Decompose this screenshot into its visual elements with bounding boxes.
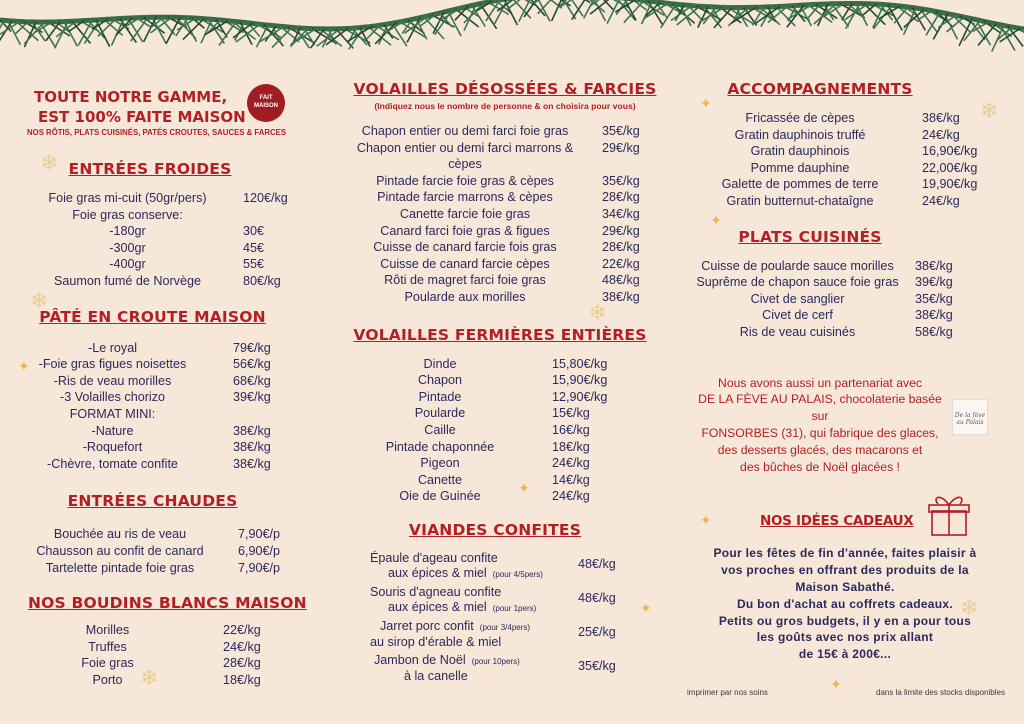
menu-item — [340, 189, 670, 206]
item-price: 7,90€/p — [238, 560, 281, 575]
item-name: Ris de veau cuisinés — [739, 324, 856, 339]
item-price — [235, 207, 305, 224]
item-name-line2 — [340, 566, 570, 583]
item-name — [340, 551, 570, 583]
text-line: Maison Sabathé. — [795, 579, 895, 594]
item-name: Chapon — [417, 373, 463, 388]
item-price: 18€/kg — [552, 439, 590, 454]
item-name: Porto — [92, 672, 123, 687]
snowflake-icon: ❄ — [980, 98, 999, 123]
menu-item — [20, 639, 330, 656]
item-name: -400gr — [109, 257, 146, 272]
volailles-desossees-list — [340, 123, 670, 306]
item-price: 68€/kg — [233, 373, 271, 388]
text-line: Du bon d'achat au coffrets cadeaux. — [736, 596, 954, 611]
stock-note: dans la limite des stocks disponibles — [876, 688, 1005, 697]
item-price: 38€/kg — [915, 308, 953, 323]
item-price: 35€/kg — [602, 173, 640, 188]
item-price: 45€ — [243, 240, 265, 255]
partner-logo — [952, 399, 988, 435]
item-name: Cuisse de poularde sauce morilles — [701, 258, 894, 273]
pate-croute-list — [20, 340, 330, 473]
item-name: Chausson au confit de canard — [36, 543, 204, 558]
middle-column — [340, 78, 670, 687]
cadeaux-block — [690, 513, 1010, 663]
section-title: ACCOMPAGNEMENTS — [727, 80, 913, 98]
item-name: -Nature — [91, 423, 134, 438]
text-line: vos proches en offrant des produits de la — [721, 563, 969, 578]
item-price: 30€ — [243, 224, 265, 239]
menu-item — [340, 422, 670, 439]
item-price: 35€/kg — [602, 124, 640, 138]
item-name-line2 — [340, 600, 570, 617]
menu-item — [20, 223, 330, 240]
item-price: 16€/kg — [552, 422, 590, 437]
item-price: 55€ — [243, 257, 265, 272]
item-name: Chapon entier ou demi farci marrons & cèpes — [356, 140, 574, 172]
badge-text: FAIT — [259, 95, 273, 101]
menu-item — [690, 110, 1010, 127]
item-portion: (pour 10pers) — [471, 656, 520, 666]
item-name: Pintade chaponnée — [385, 439, 495, 454]
header-line2: EST 100% FAITE MAISON — [38, 108, 246, 126]
section-title: VOLAILLES FERMIÈRES ENTIÈRES — [353, 325, 647, 344]
menu-item — [690, 176, 1010, 193]
item-price: 19,90€/kg — [922, 177, 978, 192]
text-line: des desserts glacés, des macarons et — [717, 442, 923, 457]
item-name-line2 — [340, 669, 570, 685]
menu-item — [340, 223, 670, 240]
item-price: 38€/kg — [922, 111, 960, 125]
item-desc: aux épices & miel — [388, 600, 487, 615]
item-name: Civet de sanglier — [750, 291, 845, 306]
menu-item — [340, 619, 670, 651]
snowflake-icon: ❄ — [960, 595, 979, 620]
item-name-line1: Épaule d'ageau confite — [370, 550, 498, 565]
menu-item — [20, 356, 330, 373]
item-price: 24€/kg — [922, 127, 960, 142]
menu-item — [340, 356, 670, 373]
section-title: VOLAILLES DÉSOSSÉES & FARCIES — [353, 80, 657, 98]
item-price: 38€/kg — [233, 440, 271, 455]
section-subtitle: (Indiquez nous le nombre de personne & on choisira pour vous) — [374, 101, 636, 111]
item-desc: au sirop d'érable & miel — [370, 635, 502, 650]
sparkle-icon: ✦ — [518, 480, 530, 496]
menu-item — [690, 274, 1010, 291]
cadeaux-title: NOS IDÉES CADEAUX — [760, 513, 914, 530]
section-title: ENTRÉES CHAUDES — [67, 492, 238, 511]
entrees-froides-list — [20, 190, 330, 290]
item-name: -3 Volailles chorizo — [60, 390, 165, 405]
menu-item — [340, 472, 670, 489]
item-price: 120€/kg — [243, 191, 288, 205]
item-price: 38€/kg — [602, 289, 640, 304]
item-name: Gratin dauphinois — [750, 144, 850, 159]
item-price: 38€/kg — [915, 258, 953, 273]
item-name: -Foie gras figues noisettes — [38, 357, 187, 372]
item-price: 34€/kg — [602, 206, 640, 221]
item-price: 24€/kg — [223, 639, 261, 654]
menu-item — [340, 206, 670, 223]
menu-item — [20, 423, 330, 440]
menu-item — [340, 488, 670, 505]
sparkle-icon: ✦ — [700, 512, 712, 528]
item-name — [340, 653, 570, 685]
menu-item — [20, 389, 330, 406]
menu-item — [20, 560, 330, 577]
item-price: 25€/kg — [578, 624, 616, 639]
text-line: les goûts avec nos prix allant — [756, 630, 934, 645]
item-price: 15,90€/kg — [552, 373, 608, 388]
text-line: des bûches de Noël glacées ! — [740, 459, 900, 474]
section-title: VIANDES CONFITES — [408, 520, 582, 539]
item-name: -Roquefort — [82, 440, 143, 455]
item-name: -Chèvre, tomate confite — [47, 456, 178, 471]
menu-item — [20, 240, 330, 257]
menu-item — [20, 655, 330, 672]
boudins-list — [20, 622, 330, 688]
item-price: 24€/kg — [552, 489, 590, 504]
volailles-fermieres-list — [340, 356, 670, 505]
menu-item — [20, 456, 330, 473]
snowflake-icon: ❄ — [140, 665, 159, 690]
menu-item — [340, 123, 670, 140]
menu-item — [20, 622, 330, 639]
item-price: 22,00€/kg — [922, 160, 978, 175]
text-line: Petits ou gros budgets, il y en a pour tous — [718, 613, 972, 628]
item-name: Civet de cerf — [762, 308, 833, 323]
menu-item — [340, 173, 670, 190]
section-title: NOS BOUDINS BLANCS MAISON — [28, 594, 307, 613]
item-name: Gratin dauphinois truffé — [734, 127, 866, 142]
sparkle-icon: ✦ — [18, 358, 30, 374]
snowflake-icon: ❄ — [40, 150, 59, 175]
menu-item — [340, 140, 670, 173]
cadeaux-text — [690, 521, 1000, 663]
menu-item — [340, 405, 670, 422]
item-price: 14€/kg — [552, 472, 590, 487]
item-price: 7,90€/p — [238, 527, 281, 542]
item-name: Pigeon — [420, 456, 460, 471]
right-column — [690, 78, 1010, 663]
item-price: 39€/kg — [233, 390, 271, 405]
menu-item — [340, 439, 670, 456]
item-price — [205, 406, 285, 423]
text-line: Nous avons aussi un partenariat avec — [718, 375, 922, 390]
item-desc: aux épices & miel — [388, 566, 487, 581]
item-desc: à la canelle — [404, 669, 468, 684]
item-price: 6,90€/p — [238, 543, 281, 558]
item-name: Poularde aux morilles — [404, 289, 526, 304]
partenariat-text — [690, 375, 950, 476]
item-price: 12,90€/kg — [552, 389, 608, 404]
menu-item — [340, 455, 670, 472]
item-name: Chapon entier ou demi farci foie gras — [361, 124, 569, 138]
text-line: Pour les fêtes de fin d'année, faites plaisir à — [713, 546, 977, 561]
item-price: 15€/kg — [552, 406, 590, 421]
item-name-line1: Jarret porc confit (pour 3/4pers) — [380, 618, 531, 633]
item-portion: (pour 1pers) — [492, 604, 537, 614]
item-name: Foie gras conserve: — [72, 207, 183, 222]
item-price: 39€/kg — [915, 275, 953, 290]
menu-item — [20, 672, 330, 689]
item-name: FORMAT MINI: — [69, 406, 156, 421]
item-name-line1: Jambon de Noël (pour 10pers) — [374, 652, 520, 667]
item-name: -180gr — [109, 224, 146, 239]
menu-item — [20, 207, 330, 224]
section-title: PLATS CUISINÉS — [738, 227, 882, 246]
item-name-line2 — [340, 635, 570, 651]
item-name: -Ris de veau morilles — [53, 373, 172, 388]
sparkle-icon: ✦ — [700, 95, 712, 111]
item-price: 28€/kg — [602, 190, 640, 205]
menu-item — [340, 551, 670, 583]
item-name: Bouchée au ris de veau — [53, 527, 187, 542]
sparkle-icon: ✦ — [640, 600, 652, 616]
left-column — [20, 78, 330, 688]
item-price: 28€/kg — [602, 240, 640, 255]
menu-item — [20, 543, 330, 560]
menu-item — [340, 272, 670, 289]
item-name: Pintade farcie marrons & cèpes — [377, 190, 553, 205]
item-name — [340, 619, 570, 651]
item-price: 16,90€/kg — [922, 144, 978, 159]
menu-item — [20, 190, 330, 207]
item-name: Canette farcie foie gras — [399, 206, 531, 221]
item-price: 38€/kg — [233, 456, 271, 471]
snowflake-icon: ❄ — [30, 288, 49, 313]
item-name: Foie gras — [81, 656, 134, 671]
text-line: DE LA FÈVE AU PALAIS, chocolaterie basée sur — [698, 392, 942, 424]
item-price: 35€/kg — [578, 658, 616, 673]
section-title: PÂTÉ EN CROUTE MAISON — [39, 307, 266, 326]
menu-item — [20, 340, 330, 357]
menu-item — [20, 273, 330, 290]
item-name: Pintade — [418, 389, 462, 404]
item-name: Caille — [424, 422, 456, 437]
text-line: de 15€ à 200€... — [798, 647, 892, 662]
item-price: 58€/kg — [915, 324, 953, 339]
gift-icon — [926, 491, 976, 539]
menu-item — [340, 389, 670, 406]
menu-item — [340, 256, 670, 273]
item-name: Cuisse de canard farcie fois gras — [373, 240, 557, 255]
header-line1: TOUTE NOTRE GAMME, — [34, 88, 228, 106]
item-price: 22€/kg — [223, 623, 261, 638]
print-note: imprimer par nos soins — [687, 688, 768, 697]
item-name: Rôti de magret farci foie gras — [384, 273, 546, 288]
item-price: 24€/kg — [552, 456, 590, 471]
sparkle-icon: ✦ — [830, 676, 842, 692]
menu-item — [690, 324, 1010, 341]
item-name: Fricassée de cèpes — [745, 111, 855, 125]
viandes-confites-list — [340, 551, 670, 685]
partner-logo-text: De la fève au Palais — [954, 411, 986, 426]
menu-item — [690, 291, 1010, 308]
item-price: 22€/kg — [602, 256, 640, 271]
pine-garland — [0, 0, 1024, 80]
accompagnements-list — [690, 110, 1010, 210]
item-name: Truffes — [88, 639, 127, 654]
menu-item — [690, 143, 1010, 160]
item-name — [340, 585, 570, 617]
menu-item — [20, 373, 330, 390]
header-subtitle: NOS RÔTIS, PLATS CUISINÉS, PATÉS CROUTES, SAUCES & FARCES — [27, 128, 287, 137]
item-price: 29€/kg — [602, 223, 640, 238]
item-name: Foie gras mi-cuit (50gr/pers) — [48, 191, 207, 205]
item-price: 80€/kg — [243, 273, 281, 288]
item-name: Tartelette pintade foie gras — [45, 560, 195, 575]
item-price: 24€/kg — [922, 193, 960, 208]
item-price: 79€/kg — [233, 340, 271, 355]
menu-item — [340, 289, 670, 306]
item-price: 15,80€/kg — [552, 356, 608, 371]
menu-item — [20, 406, 330, 423]
item-portion: (pour 4/5pers) — [492, 570, 543, 580]
item-name: -Le royal — [88, 340, 137, 355]
item-name: Galette de pommes de terre — [721, 177, 879, 192]
menu-item — [340, 372, 670, 389]
item-price: 48€/kg — [578, 590, 616, 605]
menu-item — [690, 258, 1010, 275]
item-price: 35€/kg — [915, 291, 953, 306]
item-name: Canard farci foie gras & figues — [380, 223, 550, 238]
item-price: 38€/kg — [233, 423, 271, 438]
snowflake-icon: ❄ — [588, 300, 607, 325]
item-name: Pomme dauphine — [750, 160, 850, 175]
text-line: FONSORBES (31), qui fabrique des glaces, — [701, 425, 939, 440]
item-name: -300gr — [109, 240, 146, 255]
item-name: Dinde — [423, 356, 457, 371]
item-name: Gratin butternut-chataîgne — [726, 193, 874, 208]
item-name: Pintade farcie foie gras & cèpes — [376, 173, 554, 188]
item-name-line1: Souris d'agneau confite — [370, 584, 502, 599]
menu-item — [690, 160, 1010, 177]
menu-item — [340, 239, 670, 256]
item-name: Suprême de chapon sauce foie gras — [696, 275, 899, 290]
partenariat-block — [690, 375, 1010, 476]
item-name: Saumon fumé de Norvège — [53, 273, 201, 288]
menu-item — [340, 585, 670, 617]
item-price: 48€/kg — [602, 273, 640, 288]
item-name: Canette — [417, 472, 463, 487]
menu-item — [340, 653, 670, 685]
menu-item — [20, 526, 330, 543]
sparkle-icon: ✦ — [710, 212, 722, 228]
header — [20, 78, 330, 140]
item-name: Oie de Guinée — [399, 489, 481, 504]
item-price: 48€/kg — [578, 556, 616, 571]
item-price: 56€/kg — [233, 357, 271, 372]
fait-maison-badge — [247, 84, 285, 122]
section-title: ENTRÉES FROIDES — [68, 160, 232, 178]
menu-item — [690, 193, 1010, 210]
badge-text: MAISON — [254, 103, 278, 109]
item-price: 28€/kg — [223, 656, 261, 671]
item-name: Cuisse de canard farcie cèpes — [380, 256, 550, 271]
item-name: Morilles — [85, 623, 130, 638]
menu-item — [20, 439, 330, 456]
entrees-chaudes-list — [20, 526, 330, 576]
menu-item — [690, 307, 1010, 324]
item-name: Poularde — [414, 406, 466, 421]
menu-item — [20, 256, 330, 273]
plats-cuisines-list — [690, 258, 1010, 341]
menu-item — [690, 127, 1010, 144]
item-portion: (pour 3/4pers) — [479, 622, 531, 632]
item-price: 18€/kg — [223, 672, 261, 687]
item-price: 29€/kg — [602, 140, 640, 155]
